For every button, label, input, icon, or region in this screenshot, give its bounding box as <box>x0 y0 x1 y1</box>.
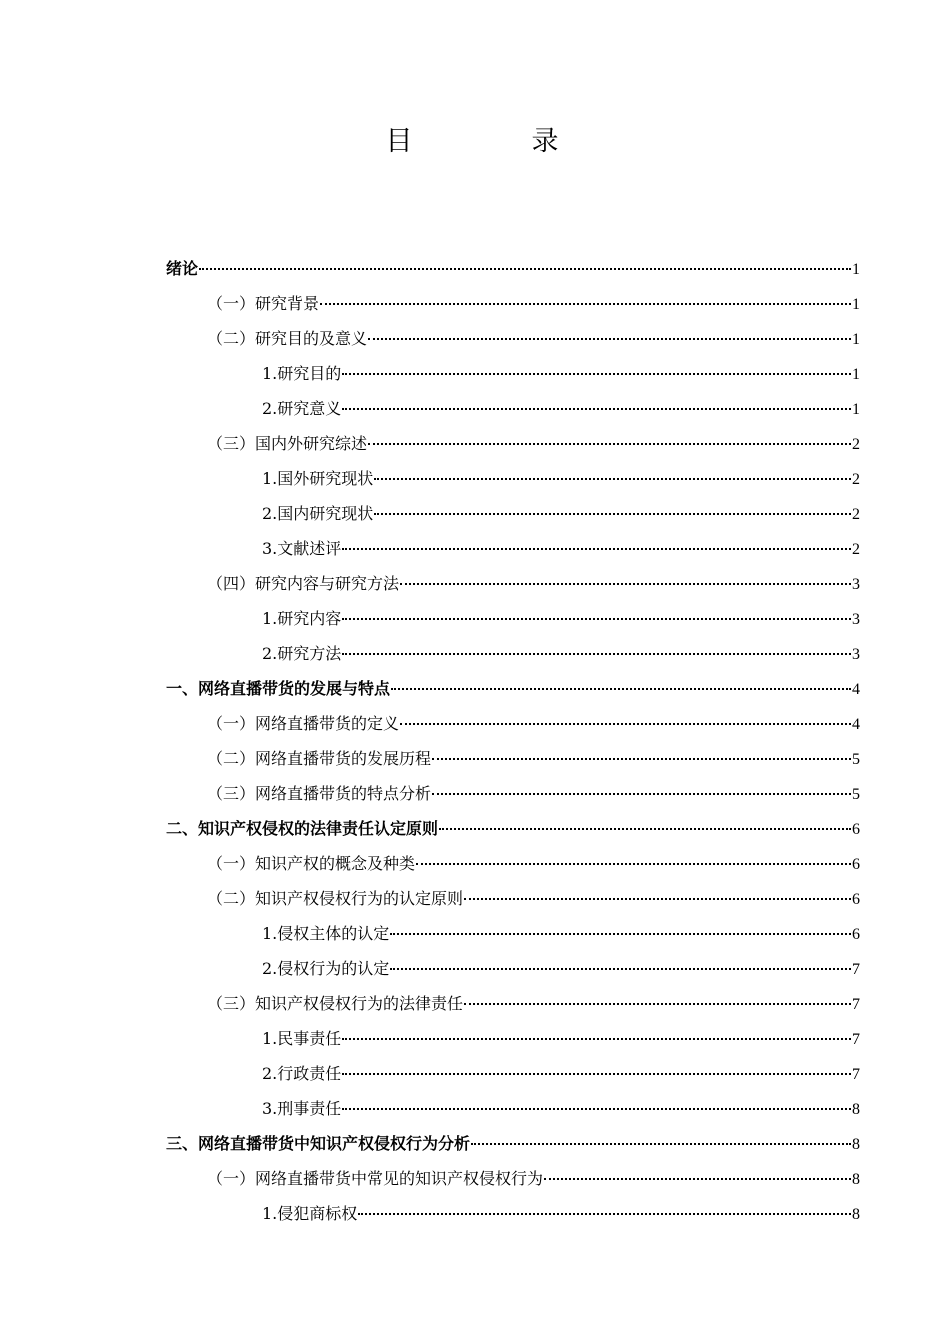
toc-entry[interactable] <box>0 1196 950 1231</box>
toc-entry-page-number: 2 <box>852 541 860 558</box>
toc-entry-label: 1.侵权主体的认定 <box>262 924 390 943</box>
toc-entry-page-number: 7 <box>852 1066 860 1083</box>
dot-leader <box>439 827 851 830</box>
dot-leader <box>199 267 851 270</box>
toc-entry-page-number: 1 <box>852 296 860 313</box>
toc-entry-page-number: 3 <box>852 576 860 593</box>
toc-entry-page-number: 1 <box>852 401 860 418</box>
dot-leader <box>342 1037 851 1040</box>
toc-entry[interactable] <box>0 846 950 881</box>
dot-leader <box>342 652 851 655</box>
toc-entry-label: （一）网络直播带货的定义 <box>207 714 400 733</box>
toc-entry[interactable] <box>0 1091 950 1126</box>
page-title: 目 录 <box>385 126 605 157</box>
toc-entry[interactable] <box>0 251 950 286</box>
toc-entry-page-number: 8 <box>852 1206 860 1223</box>
toc-entry[interactable] <box>0 566 950 601</box>
toc-entry[interactable] <box>0 1056 950 1091</box>
dot-leader <box>342 1072 851 1075</box>
toc-entry-label: 1.研究目的 <box>262 364 342 383</box>
toc-entry-page-number: 4 <box>852 716 860 733</box>
toc-entry[interactable] <box>0 706 950 741</box>
toc-entry-label: （一）网络直播带货中常见的知识产权侵权行为 <box>207 1169 544 1188</box>
toc-entry-label: （四）研究内容与研究方法 <box>207 574 400 593</box>
toc-entry[interactable] <box>0 531 950 566</box>
toc-entry[interactable] <box>0 286 950 321</box>
toc-entry-page-number: 6 <box>852 856 860 873</box>
toc-entry-label: （一）知识产权的概念及种类 <box>207 854 416 873</box>
toc-entry[interactable] <box>0 741 950 776</box>
toc-entry[interactable] <box>0 1161 950 1196</box>
dot-leader <box>391 687 851 690</box>
dot-leader <box>342 407 851 410</box>
toc-entry-page-number: 1 <box>852 331 860 348</box>
toc-entry-page-number: 2 <box>852 471 860 488</box>
toc-entry-page-number: 7 <box>852 996 860 1013</box>
toc-entry[interactable] <box>0 601 950 636</box>
table-of-contents <box>0 251 950 1231</box>
toc-entry[interactable] <box>0 636 950 671</box>
toc-entry[interactable] <box>0 1126 950 1161</box>
toc-entry[interactable] <box>0 426 950 461</box>
toc-entry-page-number: 6 <box>852 926 860 943</box>
toc-entry-label: 1.国外研究现状 <box>262 469 374 488</box>
toc-entry-page-number: 8 <box>852 1101 860 1118</box>
toc-entry[interactable] <box>0 321 950 356</box>
toc-entry-page-number: 2 <box>852 506 860 523</box>
toc-entry-label: 2.行政责任 <box>262 1064 342 1083</box>
toc-entry-label: 一、网络直播带货的发展与特点 <box>166 679 391 698</box>
dot-leader <box>342 617 851 620</box>
toc-entry[interactable] <box>0 881 950 916</box>
dot-leader <box>400 582 851 585</box>
dot-leader <box>374 477 851 480</box>
dot-leader <box>342 372 851 375</box>
toc-entry[interactable] <box>0 951 950 986</box>
toc-entry[interactable] <box>0 356 950 391</box>
toc-entry-label: 2.研究方法 <box>262 644 342 663</box>
dot-leader <box>464 1002 851 1005</box>
toc-entry-page-number: 1 <box>852 366 860 383</box>
dot-leader <box>342 547 851 550</box>
toc-entry-label: 2.研究意义 <box>262 399 342 418</box>
dot-leader <box>432 792 851 795</box>
toc-entry[interactable] <box>0 496 950 531</box>
toc-entry-label: （一）研究背景 <box>207 294 320 313</box>
toc-entry-page-number: 7 <box>852 1031 860 1048</box>
toc-entry-page-number: 1 <box>852 261 860 278</box>
toc-entry-page-number: 7 <box>852 961 860 978</box>
toc-entry-label: （二）网络直播带货的发展历程 <box>207 749 432 768</box>
toc-entry-page-number: 8 <box>852 1171 860 1188</box>
toc-entry[interactable] <box>0 461 950 496</box>
toc-entry-label: （三）知识产权侵权行为的法律责任 <box>207 994 464 1013</box>
dot-leader <box>374 512 851 515</box>
dot-leader <box>471 1142 851 1145</box>
toc-entry-label: 3.文献述评 <box>262 539 342 558</box>
dot-leader <box>416 862 851 865</box>
toc-entry-page-number: 3 <box>852 646 860 663</box>
toc-entry[interactable] <box>0 1021 950 1056</box>
toc-entry-label: 1.研究内容 <box>262 609 342 628</box>
toc-entry-page-number: 6 <box>852 891 860 908</box>
toc-entry-label: 1.民事责任 <box>262 1029 342 1048</box>
dot-leader <box>342 1107 851 1110</box>
toc-entry-page-number: 8 <box>852 1136 860 1153</box>
toc-entry[interactable] <box>0 671 950 706</box>
toc-entry[interactable] <box>0 916 950 951</box>
dot-leader <box>368 442 851 445</box>
dot-leader <box>544 1177 851 1180</box>
toc-entry-label: （二）研究目的及意义 <box>207 329 368 348</box>
dot-leader <box>368 337 851 340</box>
toc-entry-label: （二）知识产权侵权行为的认定原则 <box>207 889 464 908</box>
toc-entry-label: 2.侵权行为的认定 <box>262 959 390 978</box>
dot-leader <box>358 1212 851 1215</box>
toc-entry-label: 3.刑事责任 <box>262 1099 342 1118</box>
toc-entry-label: （三）国内外研究综述 <box>207 434 368 453</box>
dot-leader <box>320 302 851 305</box>
toc-entry-label: 2.国内研究现状 <box>262 504 374 523</box>
toc-entry[interactable] <box>0 986 950 1021</box>
dot-leader <box>400 722 851 725</box>
dot-leader <box>432 757 851 760</box>
toc-entry[interactable] <box>0 776 950 811</box>
toc-entry-page-number: 4 <box>852 681 860 698</box>
toc-entry-label: （三）网络直播带货的特点分析 <box>207 784 432 803</box>
toc-entry-label: 三、网络直播带货中知识产权侵权行为分析 <box>166 1134 471 1153</box>
toc-entry-page-number: 5 <box>852 786 860 803</box>
toc-entry-label: 1.侵犯商标权 <box>262 1204 358 1223</box>
dot-leader <box>464 897 851 900</box>
toc-entry-page-number: 2 <box>852 436 860 453</box>
dot-leader <box>390 967 851 970</box>
toc-entry-page-number: 5 <box>852 751 860 768</box>
dot-leader <box>390 932 851 935</box>
toc-entry-page-number: 3 <box>852 611 860 628</box>
toc-entry[interactable] <box>0 391 950 426</box>
toc-entry-page-number: 6 <box>852 821 860 838</box>
toc-entry-label: 绪论 <box>166 259 199 278</box>
toc-entry-label: 二、知识产权侵权的法律责任认定原则 <box>166 819 439 838</box>
toc-entry[interactable] <box>0 811 950 846</box>
